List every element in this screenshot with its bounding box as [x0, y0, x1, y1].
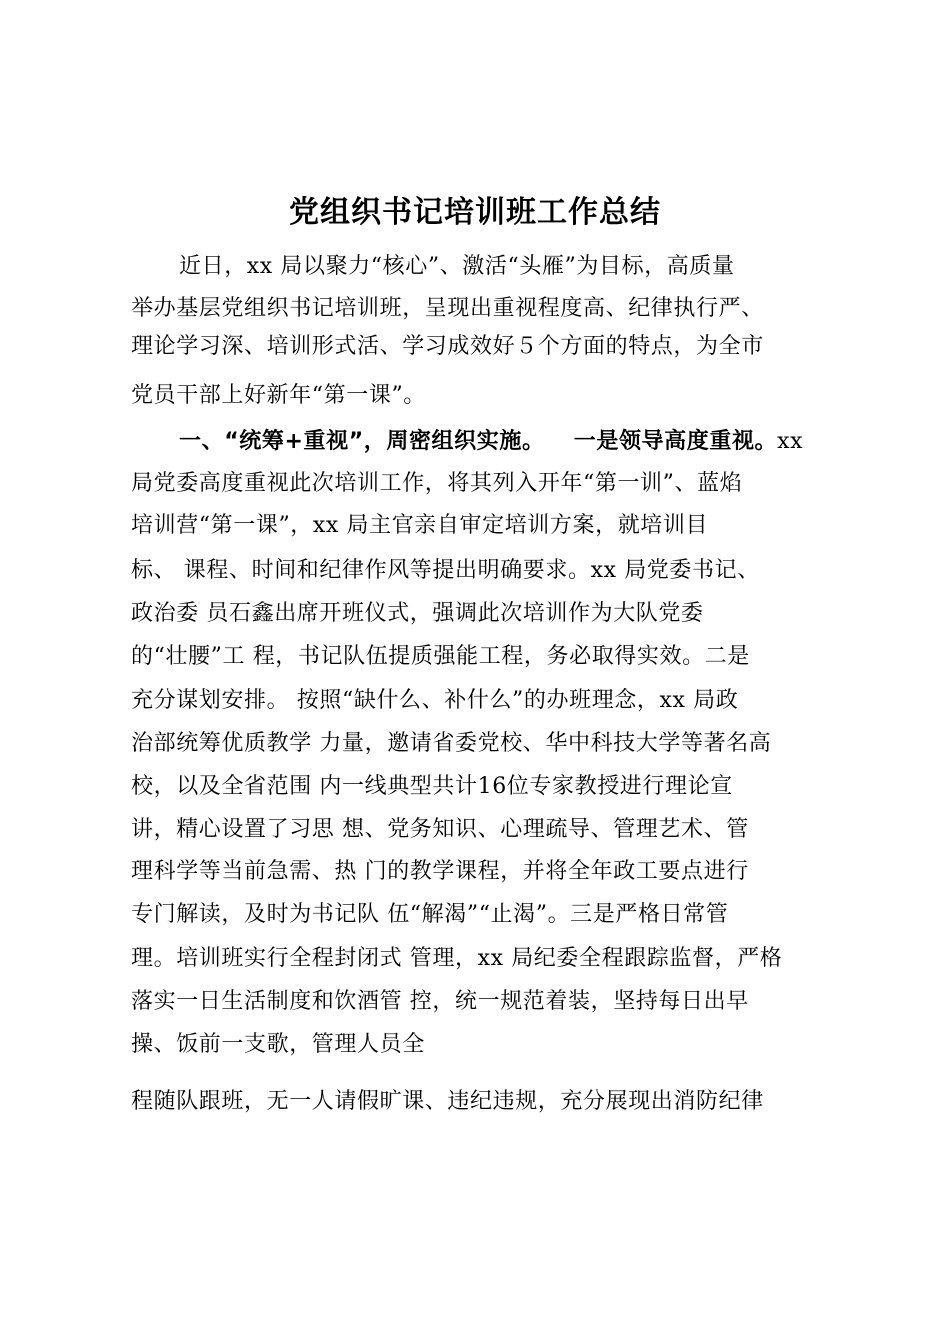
paragraph-line: 讲，精心设置了习思 想、党务知识、心理疏导、管理艺术、管 [131, 817, 749, 842]
paragraph-line: 理。培训班实行全程封闭式 管理，xx 局纪委全程跟踪监督，严格 [131, 946, 783, 971]
section-heading: 一、“统筹+重视”，周密组织实施。 [179, 429, 545, 454]
paragraph-line: 局党委高度重视此次培训工作，将其列入开年“第一训”、蓝焰 [131, 471, 743, 496]
paragraph-line: 举办基层党组织书记培训班，呈现出重视程度高、纪律执行严、 [131, 296, 764, 321]
paragraph-line: 治部统筹优质教学 力量，邀请省委党校、华中科技大学等著名高 [131, 731, 772, 756]
paragraph-line: 培训营“第一课”，xx 局主官亲自审定培训方案，就培训目 [131, 513, 709, 538]
section-heading-line [179, 427, 803, 457]
paragraph-line: 政治委 员石鑫出席开班仪式，强调此次培训作为大队党委 [131, 601, 704, 626]
paragraph-line: 落实一日生活制度和饮酒管 控，统一规范着装，坚持每日出早 [131, 989, 749, 1014]
paragraph-line: 近日，xx 局以聚力“核心”、激活“头雁”为目标，高质量 [179, 254, 735, 279]
paragraph-line: 专门解读，及时为书记队 伍“解渴”“止渴”。三是严格日常管 [131, 902, 729, 927]
paragraph-line: 理论学习深、培训形式活、学习成效好５个方面的特点，为全市 [131, 334, 764, 359]
section-heading-tail: xx [777, 429, 804, 454]
point-label: 一是领导高度重视。 [573, 429, 778, 454]
paragraph-line: 程随队跟班，无一人请假旷课、违纪违规，充分展现出消防纪律 [131, 1089, 764, 1114]
paragraph-line: 充分谋划安排。 按照“缺什么、补什么”的办班理念，xx 局政 [131, 688, 739, 713]
document-title: 党组织书记培训班工作总结 [289, 195, 661, 230]
paragraph-line: 标、 课程、时间和纪律作风等提出明确要求。xx 局党委书记、 [131, 558, 760, 583]
paragraph-line: 理科学等当前急需、热 门的教学课程，并将全年政工要点进行 [131, 859, 749, 884]
paragraph-line: 党员干部上好新年“第一课”。 [131, 383, 426, 408]
paragraph-line: 的“壮腰”工 程，书记队伍提质强能工程，务必取得实效。二是 [131, 644, 750, 669]
paragraph-line: 操、饭前一支歌，管理人员全 [131, 1032, 425, 1057]
paragraph-line: 校，以及全省范围 内一线典型共计16位专家教授进行理论宣 [131, 774, 733, 799]
